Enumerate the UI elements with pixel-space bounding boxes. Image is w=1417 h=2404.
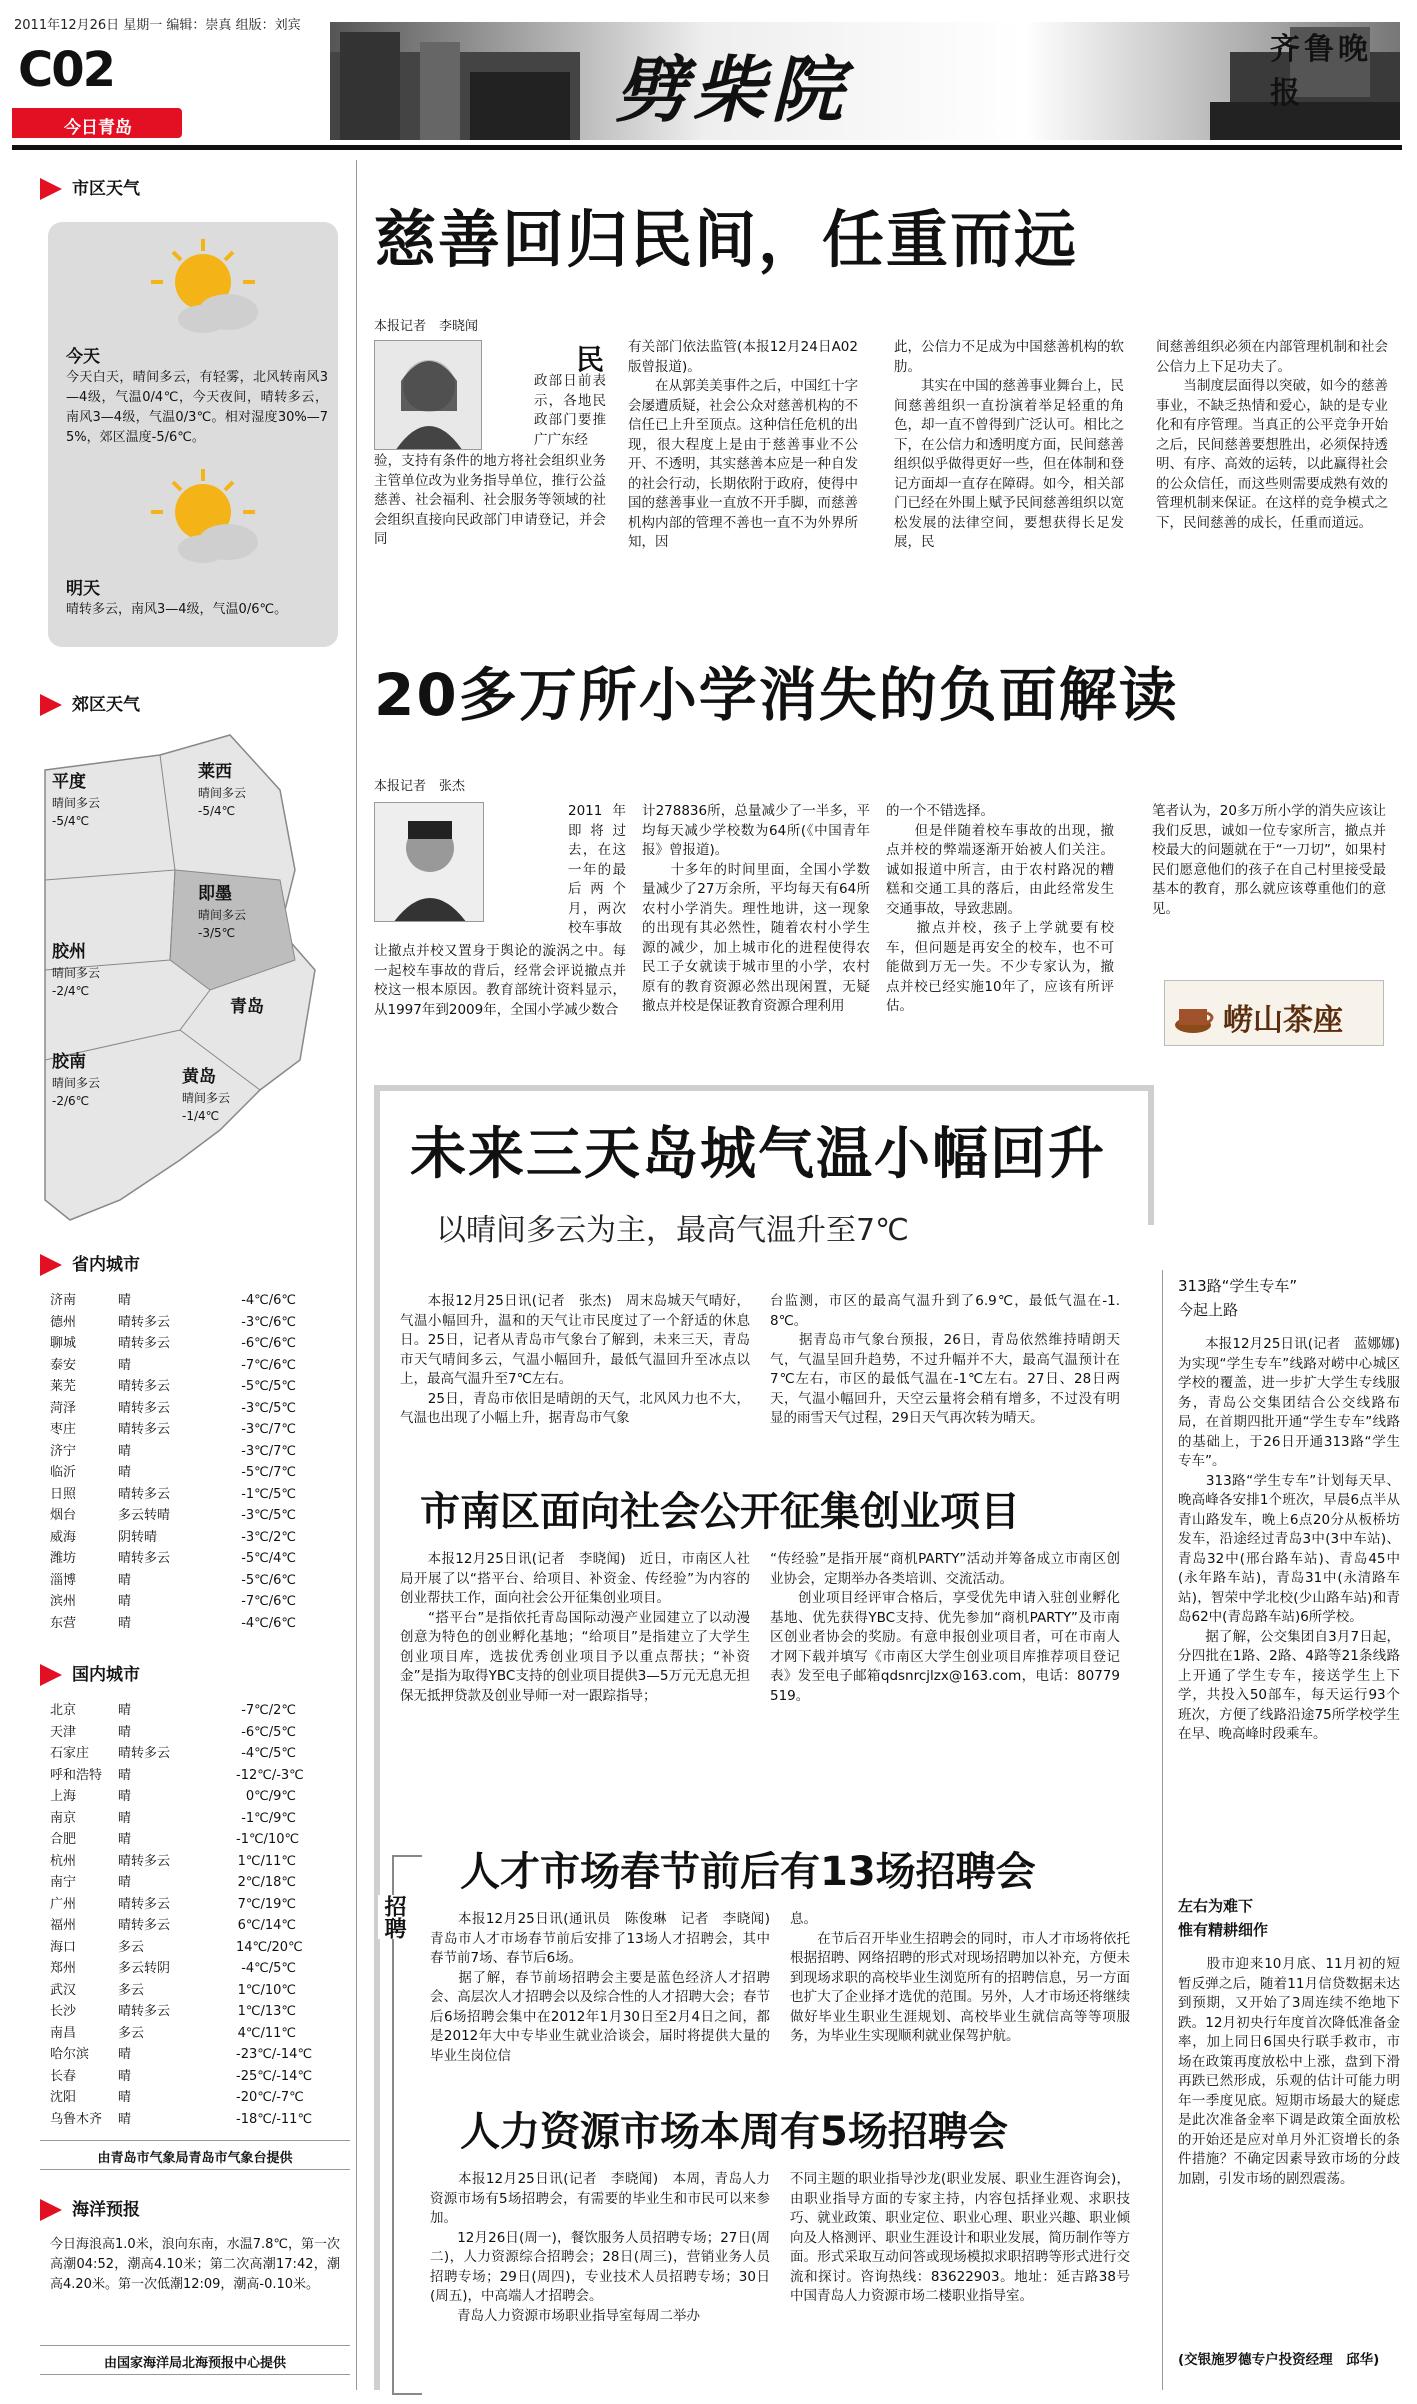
article-schools-lead-a: 2011年即将过去，在这一年的最后两个月，两次校车事故 (568, 803, 626, 936)
arrow-icon (40, 178, 62, 200)
city-row (50, 1894, 340, 1916)
city-condition: 晴 (118, 1594, 132, 1609)
city-condition: 晴 (118, 1443, 132, 1459)
city-name: 海口 (50, 1939, 77, 1955)
domestic-header (40, 1660, 140, 1686)
area-jimo: 即墨 晴间多云 -3/5℃ (198, 884, 247, 940)
city-temperature: -12℃/-3℃ (236, 1767, 304, 1783)
city-temperature: -3℃/2℃ (241, 1529, 296, 1545)
city-row (50, 2066, 340, 2088)
city-condition: 晴转多云 (118, 1551, 171, 1566)
city-condition: 晴转多云 (118, 1422, 171, 1437)
subhead-market: 惟有精耕细作 (1178, 1921, 1269, 1939)
headline-bus: 313路“学生专车” (1178, 1277, 1298, 1295)
city-condition: 晴 (118, 1724, 132, 1740)
city-condition: 晴转多云 (118, 1314, 171, 1330)
area-pingdu: 平度 晴间多云 -5/4℃ (52, 772, 101, 828)
headline-startup: 市南区面向社会公开征集创业项目 (420, 1489, 1020, 1535)
city-temperature: -23℃/-14℃ (236, 2047, 313, 2062)
city-name: 石家庄 (50, 1746, 90, 1761)
article-startup-col2: “传经验”是指开展“商机PARTY”活动并筹备成立市南区创业协会，定期举办各类培训、交流活动。 创业项目经评审合格后，享受优先申请入驻创业孵化基地、优先获得YBC支持、优先参加“商机PARTY”及市南区创业者协会的奖励。有意申报创业项目者，可在市南人才网下载并填写《市南区大学生创业项目库推荐项目登记表》发至电子邮箱qdsnrcjlzx@163.com，电话：80779519。 (770, 1551, 1120, 1704)
article-hr-market (430, 2100, 1150, 2390)
city-row (50, 2087, 340, 2109)
headline-hr-market: 人力资源市场本周有5场招聘会 (460, 2109, 1008, 2155)
article-charity-col0a: 政部日前表示，各地民政部门要推广广东经 (534, 373, 606, 448)
city-condition: 晴 (118, 1789, 132, 1804)
city-row (50, 1333, 340, 1355)
city-condition: 晴 (118, 1767, 132, 1783)
city-temperature: -25℃/-14℃ (236, 2068, 313, 2084)
city-name: 淄博 (50, 1572, 77, 1588)
city-row (50, 2023, 340, 2045)
city-temperature: -5℃/6℃ (241, 1572, 296, 1588)
city-condition: 多云 (118, 2025, 145, 2041)
article-charity-col1: 有关部门依法监管(本报12月24日A02版曾报道)。 在从郭美美事件之后，中国红十字会屡遭质疑，社会公众对慈善机构的不信任已上升至顶点。这种信任危机的出现，很大程度上是由于慈善事业不公开、不透明，其实慈善本应是一种自发的社会行动，长期依附于政府，使得中国的慈善事业一直放不开手脚，而慈善机构内部的管理不善也一直不为外界所知，因 (628, 339, 858, 550)
article-bus (1178, 1275, 1400, 1865)
article-hr-col2: 不同主题的职业指导沙龙(职业发展、职业生涯咨询会)，由职业指导方面的专家主持，内容包括择业观、求职技巧、就业政策、职业定位、职业心理、职业兴趣、职业倾向及人格测评、职业生涯设计和职业发展，简历制作等方面。形式采取互动问答或现场模拟求职招聘等形式进行交流和探讨。咨询热线：83622903。地址：延吉路38号中国青岛人力资源市场二楼职业指导室。 (790, 2171, 1130, 2304)
city-temperature: 1℃/10℃ (237, 1982, 296, 1998)
city-name: 聊城 (50, 1336, 77, 1351)
arrow-icon (40, 1254, 62, 1276)
city-name: 济南 (50, 1293, 77, 1308)
paper-name: 齐鲁晚报 (1270, 32, 1372, 111)
city-temperature: -4℃/6℃ (241, 1615, 296, 1631)
city-row (50, 2001, 340, 2023)
article-schools-col2: 的一个不错选择。 但是伴随着校车事故的出现，撤点并校的弊端逐渐开始被人们关注。诚如报道中所言，由于农村路况的糟糕和交通工具的落后，由此经常发生交通事故，导致悲剧。 撤点并校，孩子上学就要有校车，但问题是再安全的校车，也不可能做到万无一失。不少专家认为，撤点并校已经实施10年了，应该有所评估。 (886, 803, 1114, 1014)
subhead-bus: 今起上路 (1178, 1301, 1239, 1319)
recruitment-side-label: 招聘 (378, 1895, 408, 1939)
city-row (50, 1980, 340, 2002)
city-row (50, 1462, 340, 1484)
sidebar (40, 160, 350, 2400)
article-schools-col3: 笔者认为，20多万所小学的消失应该让我们反思，诚如一位专家所言，撤点并校最大的问题就在于“一刀切”，如果村民们愿意他们的孩子在自己村里接受最基本的教育，那么就应该尊重他们的意见。 (1152, 803, 1386, 917)
teacup-icon (1173, 995, 1217, 1035)
ocean-title: 海洋预报 (72, 2200, 140, 2220)
feature-box-inner (374, 1085, 380, 2390)
city-name: 烟台 (50, 1508, 77, 1523)
headline-market: 左右为难下 (1178, 1897, 1254, 1915)
city-name: 南宁 (50, 1875, 77, 1890)
domestic-source: 由青岛市气象局青岛市气象台提供 (40, 2140, 350, 2170)
city-temperature: -1℃/5℃ (241, 1486, 296, 1502)
city-name: 沈阳 (50, 2090, 77, 2105)
city-condition: 晴 (118, 1810, 132, 1826)
city-temperature: 7℃/19℃ (237, 1896, 296, 1912)
city-weather-header (40, 174, 140, 200)
article-market-credit: (交银施罗德专户投资经理 邱华) (1178, 2352, 1380, 2368)
city-condition: 晴转多云 (118, 1853, 171, 1869)
city-condition: 晴 (118, 1465, 132, 1480)
city-name: 杭州 (50, 1853, 77, 1869)
city-row (50, 2109, 340, 2131)
arrow-icon (40, 1664, 62, 1686)
city-condition: 晴 (118, 1875, 132, 1890)
city-name: 德州 (50, 1314, 77, 1330)
byline-schools: 本报记者 张杰 (374, 779, 466, 794)
suburb-weather-header (40, 690, 140, 716)
headline-charity: 慈善回归民间，任重而远 (374, 203, 1079, 276)
area-jiaozhou: 胶州 晴间多云 -2/4℃ (52, 942, 101, 998)
headline-talent-market: 人才市场春节前后有13场招聘会 (460, 1849, 1036, 1895)
section-tag (12, 108, 182, 138)
laoshan-logo-text: 崂山茶座 (1223, 1003, 1343, 1038)
suburb-map (40, 730, 350, 1230)
article-charity-col0b: 验，支持有条件的地方将社会组织业务主管单位改为业务指导单位，推行公益慈善、社会福利、社会服务等领域的社会组织直接向民政部门申请登记，并会同 (374, 453, 606, 547)
city-condition: 多云转晴 (118, 1508, 171, 1523)
city-row (50, 1808, 340, 1830)
city-temperature: 1℃/13℃ (237, 2004, 296, 2019)
article-charity-col3: 间慈善组织必须在内部管理机制和社会公信力上下足功夫了。 当制度层面得以突破，如今的慈善事业，不缺乏热情和爱心，缺的是专业化和有序管理。当真正的公平竞争开始之后，民间慈善要想胜出，必须保持透明、有序、高效的运转，以此赢得社会的公众信任，而这些则需要成熟有效的管理机制来保证。在这样的竞争模式之下，民间慈善的成长，任重而道远。 (1156, 339, 1388, 531)
article-market (1178, 1895, 1400, 2395)
city-condition: 晴转多云 (118, 1336, 171, 1351)
city-temperature: -5℃/7℃ (241, 1465, 296, 1480)
article-hr-col1: 本报12月25日讯(记者 李晓闻) 本周，青岛人力资源市场有5场招聘会，有需要的毕业生和市民可以来参加。 12月26日(周一)，餐饮服务人员招聘专场；27日(周二)，人力资源综合招聘会；28日(周三)，营销业务人员招聘专场；29日(周四)，专业技术人员招聘专场；30日(周五)，中高端人才招聘会。 青岛人力资源市场职业指导室每周二举办 (430, 2171, 770, 2324)
city-condition: 晴转多云 (118, 1379, 171, 1394)
ocean-forecast: 今日海浪高1.0米，浪向东南，水温7.8℃，第一次高潮04:52，潮高4.10米；第二次高潮17:42，潮高4.20米。第一次低潮12:09，潮高-0.10米。 (50, 2237, 340, 2292)
city-row (50, 1355, 340, 1377)
sun-cloud-icon (143, 467, 263, 567)
ocean-source: 由国家海洋局北海预报中心提供 (40, 2345, 350, 2375)
sun-cloud-icon (143, 237, 263, 337)
article-talent-col1: 本报12月25日讯(通讯员 陈俊琳 记者 李晓闻) 青岛市人才市场春节前后安排了13场人才招聘会，其中春节前7场、春节后6场。 据了解，春节前场招聘会主要是蓝色经济人才招聘会、高层次人才招聘会以及综合性的人才招聘大会；春节后6场招聘会集中在2012年1月30日至2月4日之间，都是2012年大中专毕业生就业洽谈会，届时将提供大量的毕业生岗位信 (430, 1911, 770, 2064)
city-row (50, 1786, 340, 1808)
city-row (50, 1958, 340, 1980)
area-laixi: 莱西 晴间多云 -5/4℃ (198, 762, 247, 818)
article-talent-market (430, 1840, 1150, 2100)
city-row (50, 1290, 340, 1312)
city-name: 呼和浩特 (50, 1767, 103, 1783)
province-title: 省内城市 (72, 1255, 140, 1275)
article-schools-col1: 计278836所，总量减少了一半多，平均每天减少学校数为64所(《中国青年报》曾报道)。 十多年的时间里面，全国小学数量减少了27万余所，平均每天有64所农村小学消失。理性地讲，这一现象的出现有其必然性，随着农村小学生源的减少，加上城市化的进程使得农民工子女就读于城市里的小学，农村原有的教育资源必然出现闲置，无疑撤点并校是保证教育资源合理利用 (642, 803, 870, 1014)
city-temperature: -3℃/7℃ (241, 1422, 296, 1437)
city-name: 潍坊 (50, 1551, 77, 1566)
masthead-rule (12, 145, 1402, 150)
suburb-weather-title: 郊区天气 (72, 695, 140, 715)
city-temperature: 2℃/18℃ (237, 1875, 296, 1890)
city-temperature: -4℃/5℃ (241, 1746, 296, 1761)
city-name: 南京 (50, 1810, 77, 1826)
column-title: 劈柴院 (615, 47, 850, 132)
city-temperature: -6℃/6℃ (241, 1336, 296, 1351)
city-row (50, 1829, 340, 1851)
city-condition: 晴 (118, 2047, 132, 2062)
city-temperature: 1℃/11℃ (237, 1853, 296, 1869)
city-name: 福州 (50, 1918, 77, 1933)
city-temperature: -3℃/5℃ (241, 1508, 296, 1523)
city-name: 滨州 (50, 1594, 77, 1609)
city-temperature: -7℃/6℃ (241, 1594, 296, 1609)
city-name: 天津 (50, 1724, 77, 1740)
city-row (50, 1484, 340, 1506)
city-temperature: -1℃/9℃ (241, 1810, 296, 1826)
article-market-text: 股市迎来10月底、11月初的短暂反弹之后，随着11月信贷数据未达到预期，又开始了3周连续不绝地下跌。12月初央行年度首次降低准备金率，加上同日6国央行联手救市，市场在政策再度放松中上涨，盘到下滑再跌已然形成，乐观的估计可能力明年一季度见底。短期市场最大的疑虑是此次准备金率下调是政策全面放松的开始还是应对单月外汇资增长的条件措施？不确定因素导致市场的分歧加剧，引发市场的剧烈震荡。 (1178, 1956, 1400, 2187)
city-row (50, 1312, 340, 1334)
today-label: 今天 (66, 347, 100, 367)
city-condition: 多云 (118, 1939, 145, 1955)
tomorrow-forecast: 晴转多云，南风3—4级，气温0/6℃。 (66, 602, 288, 617)
city-name: 泰安 (50, 1357, 77, 1373)
article-startup-col1: 本报12月25日讯(记者 李晓闻) 近日，市南区人社局开展了以“搭平台、给项目、补资金、传经验”为内容的创业帮扶工作，面向社会公开征集创业项目。 “搭平台”是指依托青岛国际动漫产业园建立了以动漫创意为特色的创业孵化基地；“给项目”是指建立了大学生创业项目库，选拔优秀创业项目予以重点帮扶；“补资金”是指为取得YBC支持的创业项目提供3—5万元无息无担保无抵押贷款及创业导师一对一跟踪指导； (400, 1551, 750, 1704)
city-condition: 多云 (118, 1982, 145, 1998)
article-bus-text: 本报12月25日讯(记者 蓝娜娜) 为实现“学生专车”线路对崂中心城区学校的覆盖，进一步扩大学生专线服务，青岛公交集团结合公交线路布局，在首期四批开通“学生专车”线路的基础上，于26日开通313路“学生专车”。 313路“学生专车”计划每天早、晚高峰各安排1个班次，早晨6点半从青山路发车，晚上6点20分从板桥坊发车，沿途经过青岛3中(3中车站)、青岛32中(邢台路车站)、青岛45中(永年路车站)，青岛31中(永清路车站)，智荣中学北校(少山路车站)和青岛62中(青岛路车站)6所学校。 据了解，公交集团自3月7日起，分四批在1路、2路、4路等21条线路上开通了学生专车，接送学生上下学，共投入50部车，每天运行93个班次，方便了线路沿途75所学校学生在早、晚高峰时段乘车。 (1178, 1336, 1400, 1742)
area-jiaonan: 胶南 晴间多云 -2/6℃ (52, 1052, 101, 1108)
city-condition: 晴 (118, 1832, 132, 1847)
reporter-photo (374, 802, 484, 922)
city-temperature: -20℃/-7℃ (236, 2090, 304, 2105)
city-row (50, 2044, 340, 2066)
city-name: 莱芜 (50, 1379, 77, 1394)
headline-schools: 20多万所小学消失的负面解读 (374, 661, 1179, 729)
section-tag-label: 今日青岛 (64, 118, 132, 138)
city-name: 长沙 (50, 2004, 77, 2019)
article-talent-col2: 息。 在节后召开毕业生招聘会的同时，市人才市场将依托根据招聘、网络招聘的形式对现场招聘加以补充，方便未到现场求职的高校毕业生浏览所有的招聘信息，另一方面也扩大了企业择才选优的范围。另外，人才市场还将继续做好毕业生职业生涯规划、高校毕业生就信高等等项服务，为毕业生实现顺利就业保驾护航。 (790, 1911, 1130, 2044)
city-weather-title: 市区天气 (72, 179, 140, 199)
city-condition: 晴转多云 (118, 2004, 171, 2019)
column-banner (330, 22, 1400, 140)
city-condition: 晴 (118, 2090, 132, 2105)
page-number: C02 (18, 42, 115, 98)
city-name: 哈尔滨 (50, 2047, 90, 2062)
city-temperature: 14℃/20℃ (236, 1939, 303, 1955)
city-temperature: -4℃/5℃ (241, 1961, 296, 1976)
city-row (50, 1872, 340, 1894)
reporter-photo (374, 340, 482, 450)
city-name: 南昌 (50, 2025, 77, 2041)
city-condition: 阴转晴 (118, 1529, 158, 1545)
city-temperature: -1℃/10℃ (236, 1832, 300, 1847)
city-condition: 晴转多云 (118, 1486, 171, 1502)
city-condition: 晴 (118, 1615, 132, 1631)
city-row (50, 1548, 340, 1570)
article-startup (400, 1480, 1140, 1820)
city-name: 临沂 (50, 1465, 77, 1480)
city-condition: 晴 (118, 1703, 132, 1718)
today-forecast: 今天白天，晴间多云，有轻雾，北风转南风3—4级，气温0/4℃，今天夜间，晴转多云，南风3—4级，气温0/3℃。相对湿度30%—75%，郊区温度-5/6℃。 (66, 370, 328, 445)
city-name: 上海 (50, 1789, 77, 1804)
city-row (50, 1441, 340, 1463)
city-condition: 晴转多云 (118, 1400, 171, 1416)
city-name: 武汉 (50, 1982, 77, 1998)
right-column-divider (1162, 1270, 1163, 2390)
domestic-title: 国内城市 (72, 1665, 140, 1685)
subhead-weather: 以晴间多云为主，最高气温升至7℃ (436, 1213, 909, 1248)
city-row (50, 1376, 340, 1398)
city-condition: 晴 (118, 2111, 132, 2127)
city-temperature: -18℃/-11℃ (236, 2111, 313, 2127)
article-weather-col1: 本报12月25日讯(记者 张杰) 周末岛城天气晴好，气温小幅回升，温和的天气让市民度过了一个舒适的休息日。25日，记者从青岛市气象台了解到，未来三天，青岛市天气晴间多云，气温小幅回升，最低气温回升至冰点以上，最高气温升至7℃左右。 25日，青岛市依旧是晴朗的天气，北风风力也不大，气温也出现了小幅上升，据青岛市气象 (400, 1293, 750, 1426)
city-temperature: -7℃/2℃ (241, 1703, 296, 1718)
article-charity (374, 160, 1404, 610)
masthead (0, 0, 1417, 150)
city-temperature: -3℃/7℃ (241, 1443, 296, 1459)
city-name: 菏泽 (50, 1400, 77, 1416)
city-row (50, 1851, 340, 1873)
city-weather-panel (48, 222, 338, 647)
article-weather-col2: 台监测，市区的最高气温升到了6.9℃，最低气温在-1.8℃。 据青岛市气象台预报，26日，青岛依然维持晴朗天气，气温呈回升趋势，不过升幅并不大，最高气温预计在7℃左右，市区的最低气温在-1℃左右。27日、28日两天，气温小幅回升，天空云量将会稍有增多，不过没有明显的雨雪天气过程，29日天气再次转为晴天。 (770, 1293, 1120, 1426)
domestic-table (50, 1700, 340, 2130)
city-condition: 晴 (118, 1357, 132, 1373)
city-temperature: 4℃/11℃ (237, 2025, 296, 2041)
city-row (50, 1743, 340, 1765)
city-name: 合肥 (50, 1832, 77, 1847)
banner-illustration (330, 22, 1400, 140)
city-temperature: -7℃/6℃ (241, 1357, 296, 1373)
city-row (50, 1915, 340, 1937)
sidebar-divider (356, 160, 357, 2390)
city-name: 东营 (50, 1615, 77, 1631)
city-row (50, 1505, 340, 1527)
area-qingdao: 青岛 (230, 997, 264, 1017)
city-row (50, 1570, 340, 1592)
city-row (50, 1591, 340, 1613)
city-row (50, 1937, 340, 1959)
article-schools-lead-b: 让撤点并校又置身于舆论的漩涡之中。每一起校车事故的背后，经常会评说撤点并校这一根本原因。教育部统计资料显示，从1997年到2009年，全国小学减少数合 (374, 943, 626, 1018)
article-weather (400, 1110, 1140, 1470)
ocean-header (40, 2195, 140, 2221)
city-condition: 晴转多云 (118, 1918, 171, 1933)
city-row (50, 1419, 340, 1441)
city-temperature: -3℃/5℃ (241, 1400, 296, 1416)
headline-weather: 未来三天岛城气温小幅回升 (410, 1122, 1106, 1187)
city-name: 日照 (50, 1486, 77, 1502)
tomorrow-label: 明天 (66, 579, 100, 599)
article-schools (374, 640, 1404, 1080)
city-temperature: 0℃/9℃ (245, 1789, 296, 1804)
city-row (50, 1527, 340, 1549)
city-temperature: 6℃/14℃ (237, 1918, 296, 1933)
laoshan-logo (1164, 980, 1384, 1046)
city-name: 广州 (50, 1896, 77, 1912)
city-row (50, 1765, 340, 1787)
city-name: 北京 (50, 1703, 77, 1718)
city-temperature: -6℃/5℃ (241, 1724, 296, 1740)
city-row (50, 1398, 340, 1420)
city-condition: 多云转阴 (118, 1961, 171, 1976)
city-name: 威海 (50, 1529, 77, 1545)
city-condition: 晴 (118, 1572, 132, 1588)
city-name: 郑州 (50, 1961, 77, 1976)
city-name: 长春 (50, 2068, 77, 2084)
city-name: 济宁 (50, 1443, 77, 1459)
byline-charity: 本报记者 李晓闻 (374, 319, 479, 334)
city-condition: 晴转多云 (118, 1746, 171, 1761)
province-header (40, 1250, 140, 1276)
date-line: 2011年12月26日 星期一 编辑：崇真 组版：刘宾 (14, 18, 301, 33)
arrow-icon (40, 2199, 62, 2221)
city-temperature: -4℃/6℃ (241, 1293, 296, 1308)
article-charity-col2: 此，公信力不足成为中国慈善机构的软肋。 其实在中国的慈善事业舞台上，民间慈善组织一直扮演着举足轻重的角色，却一直不曾得到广泛认可。相比之下，在公信力和透明度方面，民间慈善组织似乎做得更好一些，但在体制和登记方面却一直存在障碍。如今，相关部门已经在外围上赋予民间慈善组织以宽松发展的法律空间，要想获得长足发展，民 (894, 339, 1124, 550)
city-temperature: -5℃/5℃ (241, 1379, 296, 1394)
city-condition: 晴转多云 (118, 1896, 171, 1912)
city-name: 枣庄 (50, 1422, 77, 1437)
city-condition: 晴 (118, 1293, 132, 1308)
province-table (50, 1290, 340, 1634)
city-temperature: -5℃/4℃ (241, 1551, 296, 1566)
city-condition: 晴 (118, 2068, 132, 2084)
city-name: 乌鲁木齐 (50, 2111, 103, 2127)
arrow-icon (40, 694, 62, 716)
city-temperature: -3℃/6℃ (241, 1314, 296, 1330)
area-huangdao: 黄岛 晴间多云 -1/4℃ (182, 1067, 231, 1123)
dropcap: 民 (576, 343, 605, 376)
city-row (50, 1700, 340, 1722)
city-row (50, 1613, 340, 1635)
city-row (50, 1722, 340, 1744)
